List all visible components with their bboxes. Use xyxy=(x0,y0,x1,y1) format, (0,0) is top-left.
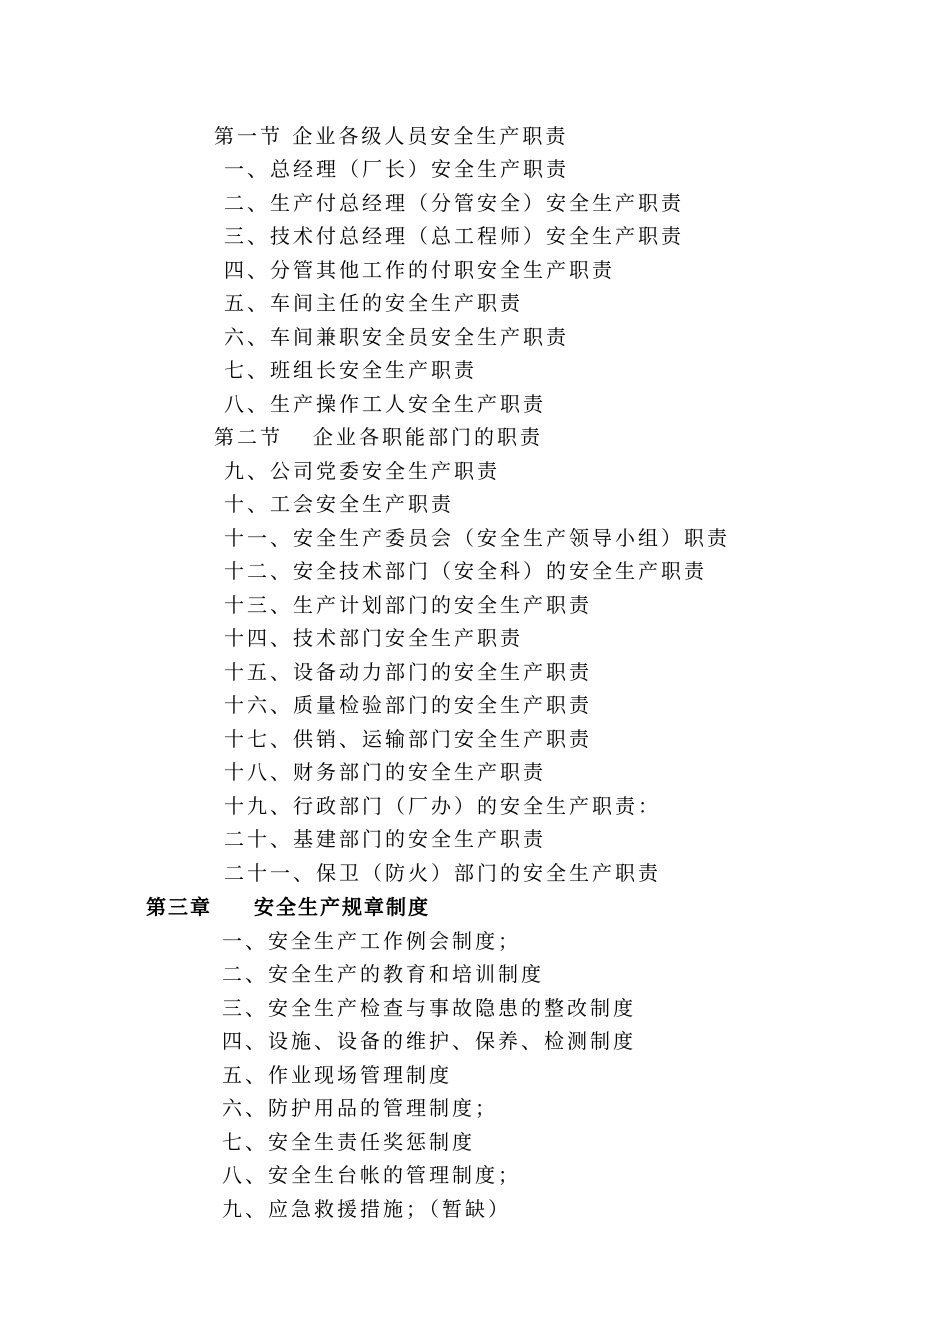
list-item: 二十一、保卫（防火）部门的安全生产职责 xyxy=(224,861,661,885)
list-item: 一、安全生产工作例会制度； xyxy=(222,929,521,953)
list-item: 十二、安全技术部门（安全科）的安全生产职责 xyxy=(224,559,707,583)
list-item: 十七、供销、运输部门安全生产职责 xyxy=(224,727,592,751)
list-item: 六、车间兼职安全员安全生产职责 xyxy=(224,325,569,349)
list-item: 十一、安全生产委员会（安全生产领导小组）职责 xyxy=(224,526,730,550)
list-item: 八、生产操作工人安全生产职责 xyxy=(224,392,546,416)
list-item: 九、公司党委安全生产职责 xyxy=(224,459,500,483)
list-item: 三、安全生产检查与事故隐患的整改制度 xyxy=(222,996,636,1020)
chapter-label: 第三章 xyxy=(146,895,212,919)
list-item: 六、防护用品的管理制度； xyxy=(222,1096,498,1120)
list-item: 十、工会安全生产职责 xyxy=(224,492,454,516)
list-item: 二十、基建部门的安全生产职责 xyxy=(224,827,546,851)
list-item: 五、作业现场管理制度 xyxy=(222,1063,452,1087)
list-item: 八、安全生台帐的管理制度； xyxy=(222,1163,521,1187)
chapter-title: 安全生产规章制度 xyxy=(254,895,430,919)
list-item: 四、设施、设备的维护、保养、检测制度 xyxy=(222,1029,636,1053)
list-item: 九、应急救援措施；（暂缺） xyxy=(222,1197,511,1221)
list-item: 十五、设备动力部门的安全生产职责 xyxy=(224,660,592,684)
list-item: 十八、财务部门的安全生产职责 xyxy=(224,760,546,784)
list-item: 五、车间主任的安全生产职责 xyxy=(224,291,523,315)
list-item: 七、班组长安全生产职责 xyxy=(224,358,477,382)
list-item: 三、技术付总经理（总工程师）安全生产职责 xyxy=(224,224,684,248)
list-item: 二、生产付总经理（分管安全）安全生产职责 xyxy=(224,191,684,215)
list-item: 四、分管其他工作的付职安全生产职责 xyxy=(224,258,615,282)
list-item: 十四、技术部门安全生产职责 xyxy=(224,626,523,650)
section-label: 第一节 xyxy=(214,124,283,148)
section-heading xyxy=(214,425,543,449)
section-heading xyxy=(214,124,568,148)
section-label: 第二节 xyxy=(214,425,283,449)
list-item: 十六、质量检验部门的安全生产职责 xyxy=(224,693,592,717)
list-item: 二、安全生产的教育和培训制度 xyxy=(222,962,544,986)
section-title: 企业各职能部门的职责 xyxy=(313,425,543,449)
chapter-heading xyxy=(146,895,430,919)
list-item: 十三、生产计划部门的安全生产职责 xyxy=(224,593,592,617)
list-item: 十九、行政部门（厂办）的安全生产职责： xyxy=(224,794,661,818)
list-item: 一、总经理（厂长）安全生产职责 xyxy=(224,157,569,181)
section-title: 企业各级人员安全生产职责 xyxy=(292,124,569,148)
list-item: 七、安全生责任奖惩制度 xyxy=(222,1130,475,1154)
